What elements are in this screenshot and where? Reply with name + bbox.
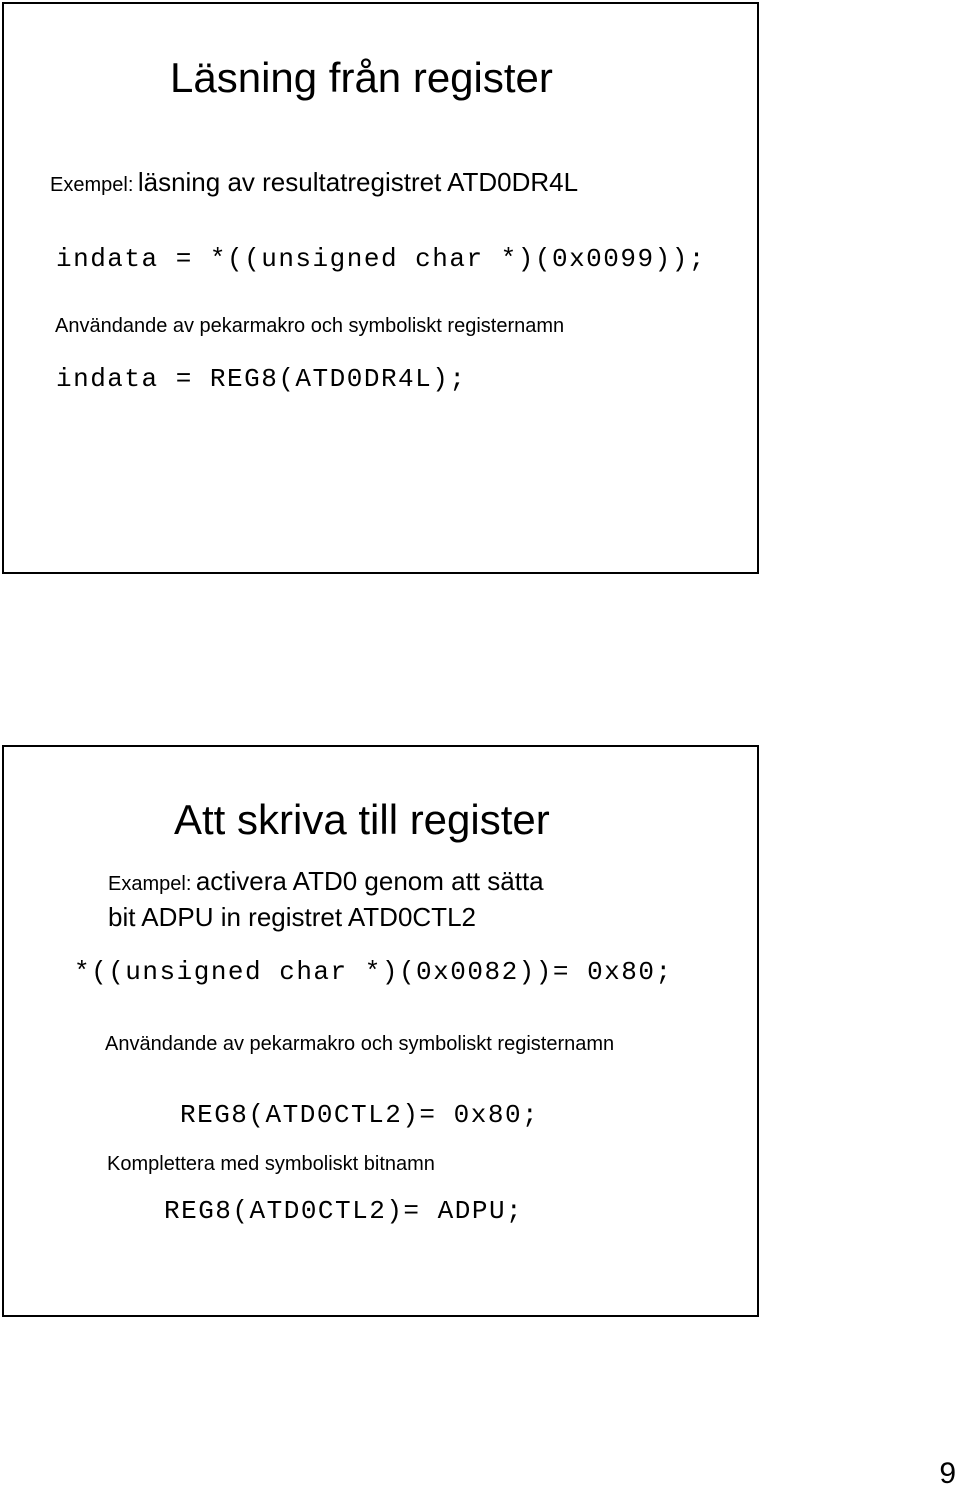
code-macro-write: REG8(ATD0CTL2)= 0x80; <box>180 1100 540 1130</box>
code-macro-read: indata = REG8(ATD0DR4L); <box>56 364 467 394</box>
example-text-line2: bit ADPU in registret ATD0CTL2 <box>108 902 476 932</box>
code-bitname-write: REG8(ATD0CTL2)= ADPU; <box>164 1196 524 1226</box>
macro-note: Användande av pekarmakro och symboliskt registernamn <box>55 315 565 337</box>
example-text: läsning av resultatregistret ATD0DR4L <box>137 167 579 197</box>
example-prefix: Exampel: <box>108 873 192 895</box>
example-line <box>108 868 544 894</box>
example-text-line1: activera ATD0 genom att sätta <box>195 866 544 896</box>
slide-title: Att skriva till register <box>174 796 550 843</box>
slide-title: Läsning från register <box>170 54 553 101</box>
code-pointer-read: indata = *((unsigned char *)(0x0099)); <box>56 244 706 274</box>
page-number: 9 <box>939 1457 956 1490</box>
slide-writing-register <box>2 745 759 1317</box>
example-line <box>50 169 578 195</box>
macro-note: Användande av pekarmakro och symboliskt registernamn <box>105 1033 615 1055</box>
example-prefix: Exempel: <box>50 174 134 196</box>
bitname-note: Komplettera med symboliskt bitnamn <box>107 1153 435 1175</box>
slide-reading-register <box>2 2 759 574</box>
code-pointer-write: *((unsigned char *)(0x0082))= 0x80; <box>74 957 673 987</box>
